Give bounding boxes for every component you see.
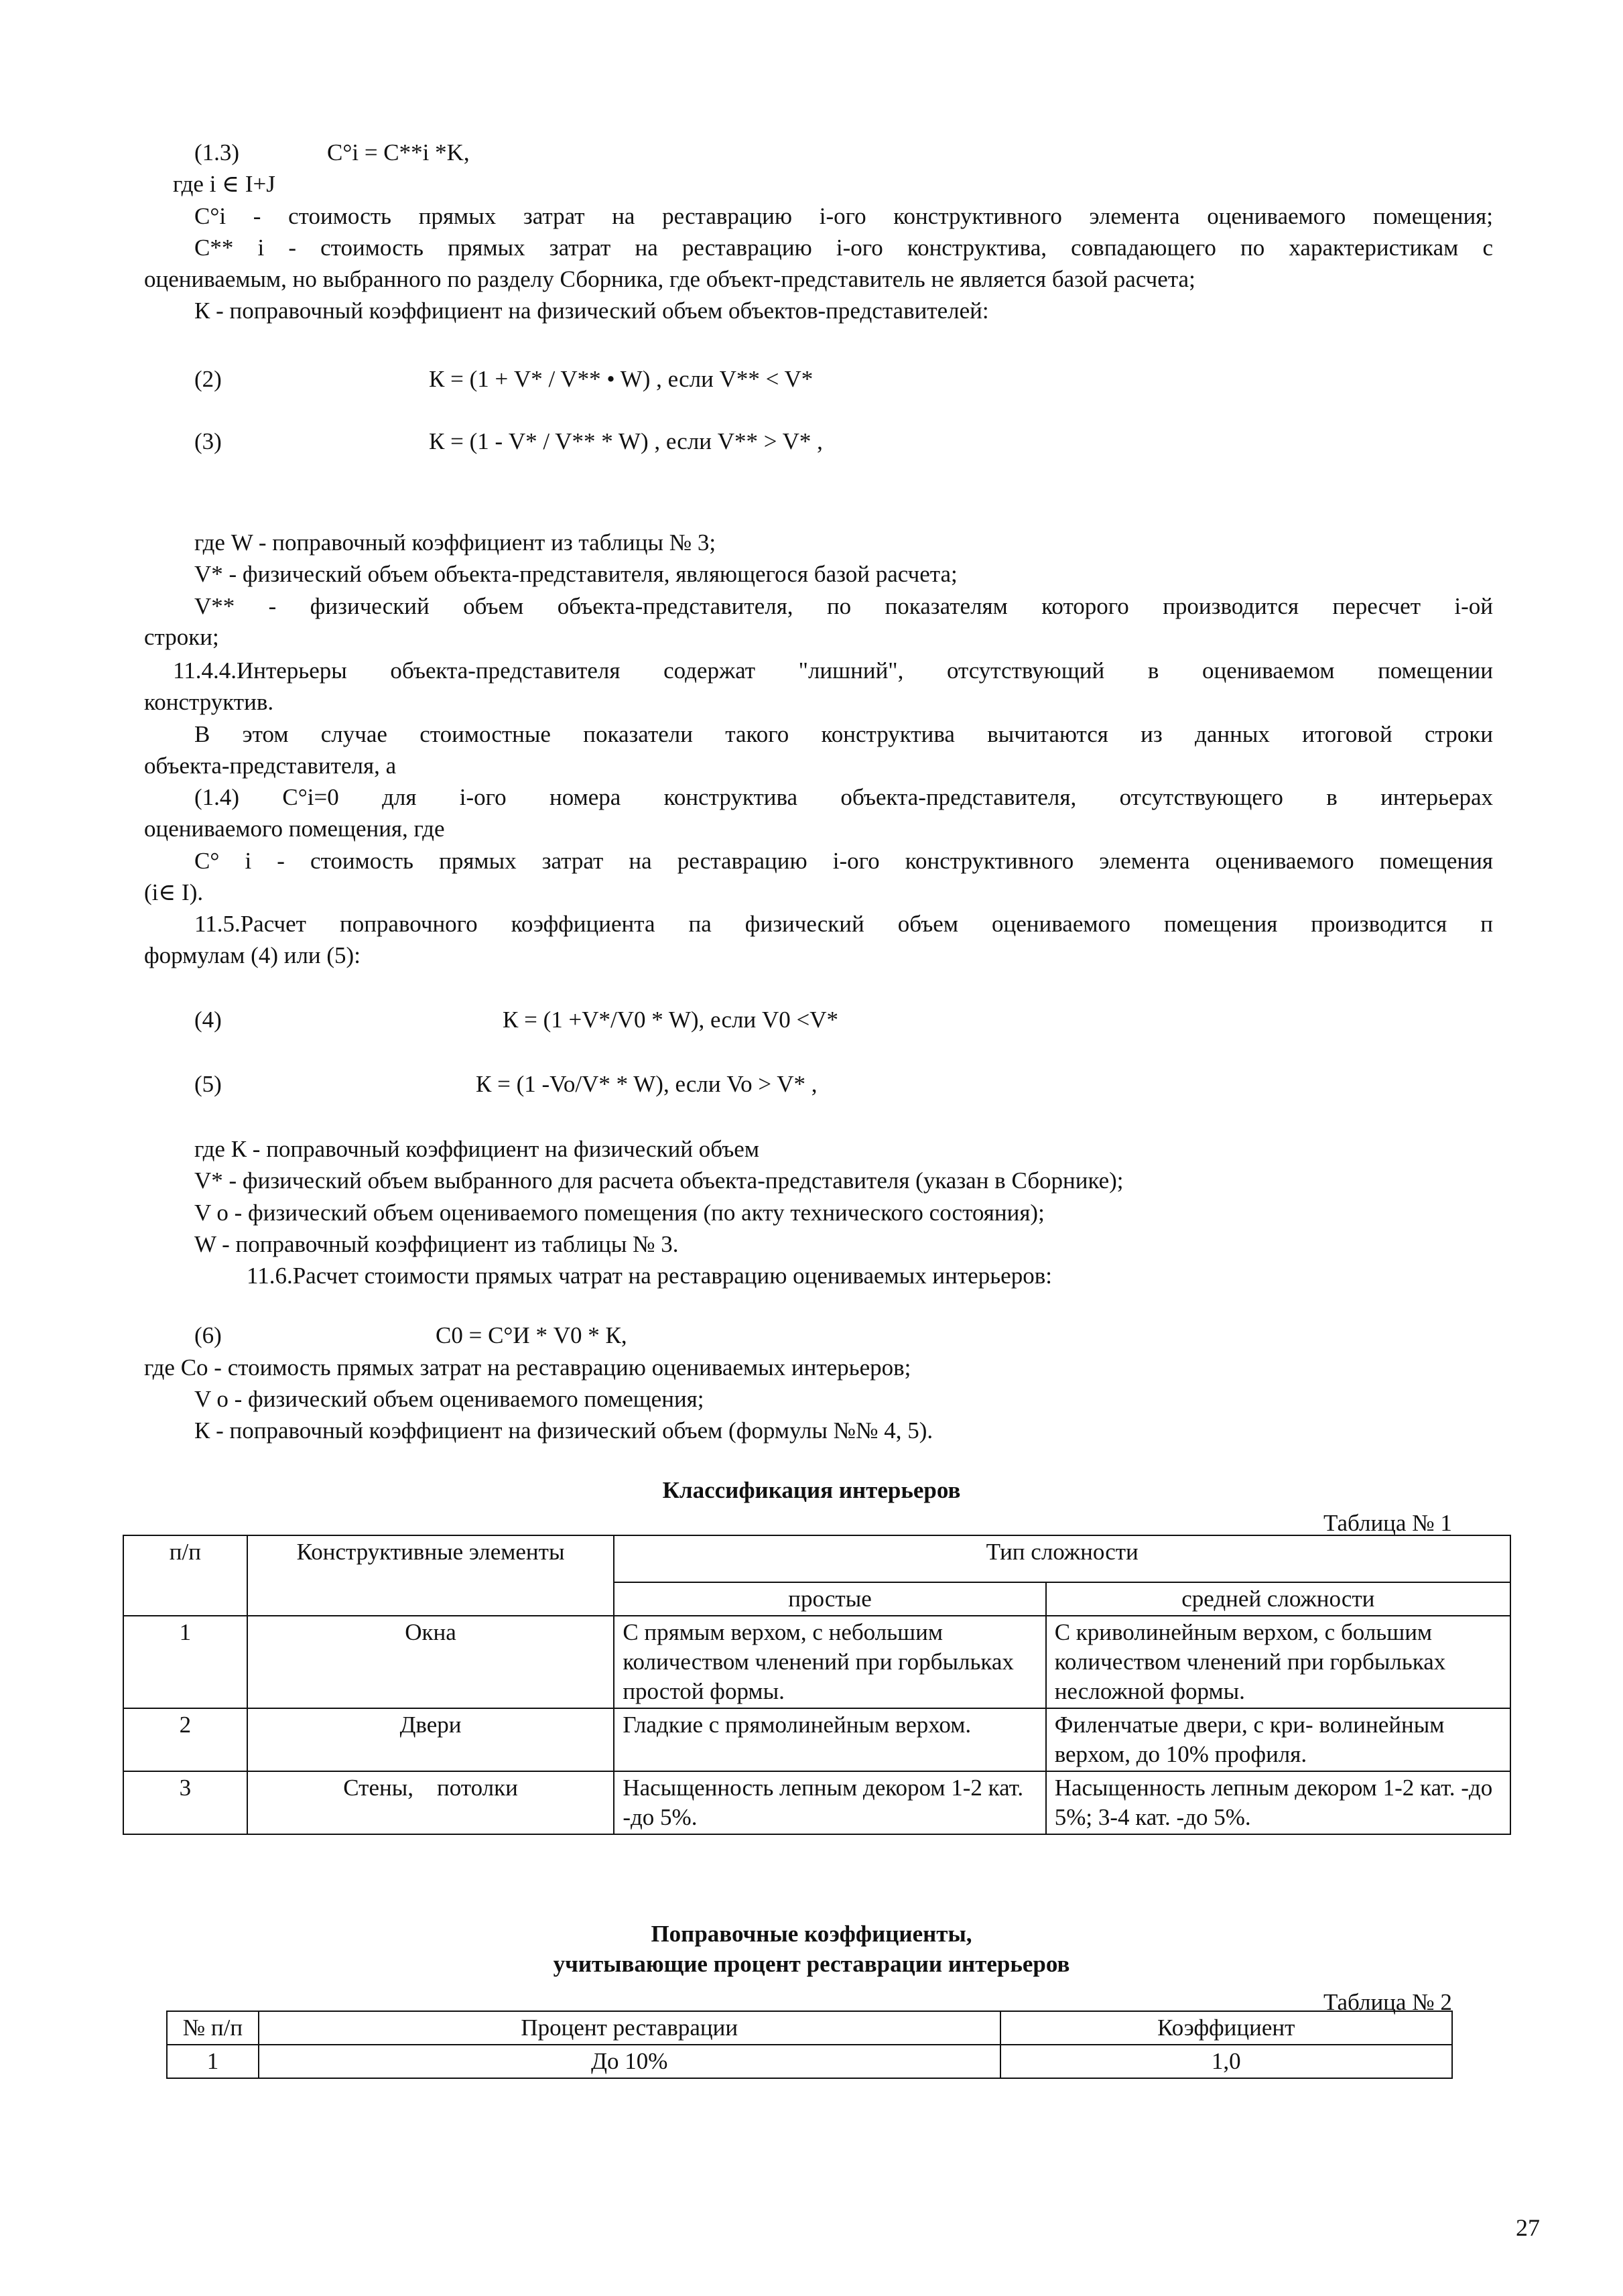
table1-cell-medium: Насыщенность лепным декором 1-2 кат. -до 5%; 3-4 кат. -до 5%. (1046, 1771, 1510, 1834)
table-row (167, 2045, 1452, 2078)
formula-4-expression: К = (1 +V*/V0 * W), если V0 <V* (503, 1007, 838, 1033)
table1-cell-element: Окна (247, 1616, 614, 1708)
def-vo-2: V о - физический объем оцениваемого помещения; (194, 1386, 704, 1412)
def-k: К - поправочный коэффициент на физический объем объектов-представителей: (194, 298, 989, 324)
para-co-line1: C° i - стоимость прямых затрат на реставрацию i-ого конструктивного элемента оцениваемого помещения (194, 848, 1493, 874)
classification-table (123, 1535, 1511, 1835)
table2-heading-line2: учитывающие процент реставрации интерьеров (553, 1951, 1070, 1977)
def-v-selected: V* - физический объем выбранного для расчета объекта-представителя (указан в Сборнике); (194, 1167, 1124, 1194)
table1-header-medium: средней сложности (1046, 1582, 1510, 1616)
def-cstar-line1: C** i - стоимость прямых затрат на реставрацию i-ого конструктива, совпадающего по характеристикам с (194, 235, 1493, 261)
para-116: 11.6.Расчет стоимости прямых чатрат на реставрацию оцениваемых интерьеров: (247, 1263, 1052, 1289)
para-co-line2: (i∈ I). (144, 879, 204, 905)
table1-cell-num: 2 (123, 1708, 247, 1771)
formula-6-expression: C0 = C°И * V0 * К, (436, 1322, 627, 1348)
table2-header-coef: Коэффициент (1000, 2011, 1452, 2045)
formula-5-expression: К = (1 -Vo/V* * W), если Vo > V* , (476, 1071, 818, 1097)
para-115-line2: формулам (4) или (5): (144, 942, 361, 968)
def-k-formulas: К - поправочный коэффициент на физический объем (формулы №№ 4, 5). (194, 1417, 933, 1444)
formula-13-expression: C°i = C**i *K, (327, 139, 470, 166)
formula-4-number: (4) (194, 1007, 222, 1033)
table2-cell-num: 1 (167, 2045, 259, 2078)
table1-cell-num: 1 (123, 1616, 247, 1708)
def-vstarstar-line2: строки; (144, 624, 219, 650)
formula-2-number: (2) (194, 366, 222, 392)
formula-5-number: (5) (194, 1071, 222, 1097)
table1-cell-element: Стены, потолки (247, 1771, 614, 1834)
table1-cell-medium: С криволинейным верхом, с большим количеством членений при горбыльках несложной формы. (1046, 1616, 1510, 1708)
para-115-line1: 11.5.Расчет поправочного коэффициента па физический объем оцениваемого помещения производится п (194, 911, 1493, 937)
table1-label: Таблица № 1 (1323, 1510, 1452, 1536)
table2-heading-line1: Поправочные коэффициенты, (651, 1921, 972, 1947)
table1-cell-simple: С прямым верхом, с небольшим количеством членений при горбыльках простой формы. (614, 1616, 1045, 1708)
def-cstar-line2: оцениваемым, но выбранного по разделу Сборника, где объект-представитель не является базой расчета; (144, 266, 1195, 292)
formula-3-expression: К = (1 - V* / V** * W) , если V** > V* , (429, 428, 823, 454)
para-1144-line2: конструктив. (144, 689, 274, 715)
table1-cell-num: 3 (123, 1771, 247, 1834)
table1-cell-element: Двери (247, 1708, 614, 1771)
def-ci: C°i - стоимость прямых затрат на реставрацию i-ого конструктивного элемента оцениваемого помещения; (194, 203, 1493, 229)
para-14-line1: (1.4) C°i=0 для i-ого номера конструктива объекта-представителя, отсутствующего в интерьерах (194, 784, 1493, 810)
para-1144-line1: 11.4.4.Интерьеры объекта-представителя содержат "лишний", отсутствующий в оцениваемом помещении (173, 657, 1493, 684)
table1-heading: Классификация интерьеров (662, 1477, 961, 1503)
table1-header-simple: простые (614, 1582, 1045, 1616)
table1-cell-simple: Гладкие с прямолинейным верхом. (614, 1708, 1045, 1771)
table1-cell-simple: Насыщенность лепным декором 1-2 кат. -до 5%. (614, 1771, 1045, 1834)
table1-header-elements: Конструктивные элементы (247, 1535, 614, 1616)
def-vo: V о - физический объем оцениваемого помещения (по акту технического состояния); (194, 1200, 1045, 1226)
where-index: где i ∈ I+J (173, 171, 275, 197)
table-row (123, 1708, 1510, 1771)
table1-header-type: Тип сложности (614, 1535, 1510, 1582)
def-vstarstar-line1: V** - физический объем объекта-представителя, по показателям которого производится пересчет i-ой (194, 593, 1493, 619)
table2-cell-coef: 1,0 (1000, 2045, 1452, 2078)
formula-3-number: (3) (194, 428, 222, 454)
para-case-line2: объекта-представителя, а (144, 753, 397, 779)
formula-6-number: (6) (194, 1322, 222, 1348)
page-number: 27 (1516, 2214, 1540, 2241)
table-row (123, 1616, 1510, 1708)
table2-header-percent: Процент реставрации (259, 2011, 1000, 2045)
def-w: W - поправочный коэффициент из таблицы № 3. (194, 1231, 679, 1257)
formula-13-number: (1.3) (194, 139, 240, 166)
def-vstar: V* - физический объем объекта-представителя, являющегося базой расчета; (194, 561, 958, 587)
para-case-line1: В этом случае стоимостные показатели такого конструктива вычитаются из данных итоговой строки (194, 721, 1493, 747)
coefficients-table (166, 2011, 1453, 2079)
table2-header-num: № п/п (167, 2011, 259, 2045)
para-14-line2: оцениваемого помещения, где (144, 816, 445, 842)
table1-cell-medium: Филенчатые двери, с кри- волинейным верхом, до 10% профиля. (1046, 1708, 1510, 1771)
def-co: где Co - стоимость прямых затрат на реставрацию оцениваемых интерьеров; (144, 1354, 911, 1381)
table1-header-num: п/п (123, 1535, 247, 1616)
table-row (123, 1771, 1510, 1834)
def-k-physical: где К - поправочный коэффициент на физический объем (194, 1136, 759, 1162)
where-w: где W - поправочный коэффициент из таблицы № 3; (194, 529, 716, 556)
formula-2-expression: К = (1 + V* / V** • W) , если V** < V* (429, 366, 814, 392)
table2-label: Таблица № 2 (1323, 1989, 1452, 2015)
table2-cell-percent: До 10% (259, 2045, 1000, 2078)
